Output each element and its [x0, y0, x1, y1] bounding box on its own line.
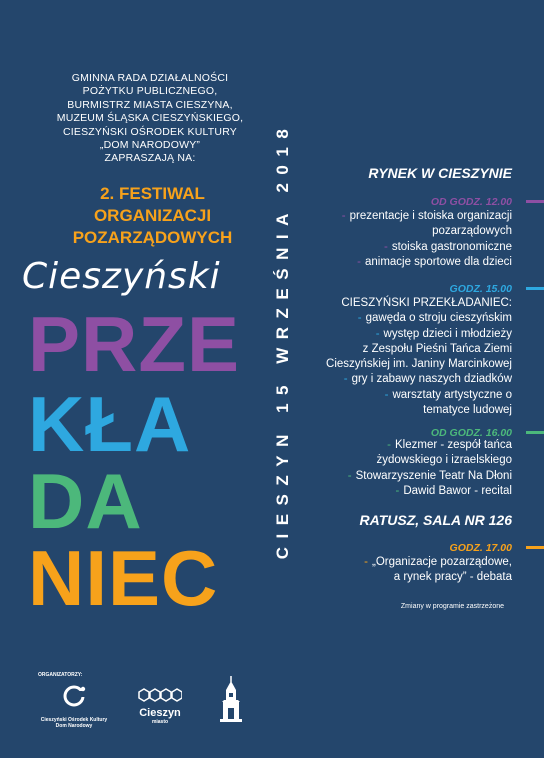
- program-block-3: - Klezmer - zespół tańca żydowskiego i izraelskiego - Stowarzyszenie Teatr Na Dłoni - Dawid Bawor - recital: [347, 439, 512, 497]
- festival-line: 2. FESTIWAL: [100, 184, 205, 203]
- big-title-line-3: DA: [28, 457, 143, 545]
- intro-line: POŻYTKU PUBLICZNEGO,: [82, 85, 218, 98]
- venue-ratusz: RATUSZ, SALA NR 126: [359, 512, 512, 528]
- logo-cok: [38, 682, 110, 729]
- program-item: animacje sportowe dla dzieci: [364, 255, 512, 268]
- time-12: OD GODZ. 12.00: [430, 196, 512, 208]
- program-item: prezentacje i stoiska organizacji: [349, 210, 512, 222]
- program-item: Cieszyńskiej im. Janiny Marcinkowej: [326, 358, 512, 371]
- program-item: Dawid Bawor: [403, 484, 472, 497]
- date-vertical: [268, 72, 298, 607]
- intro-line: „DOM NARODOWY”: [99, 139, 201, 152]
- intro-line: GMINNA RADA DZIAŁALNOŚCI: [71, 72, 229, 84]
- program-block-4: - „Organizacje pozarządowe, a rynek pracy” - debata: [364, 556, 512, 584]
- big-title-line-2: KŁA: [28, 380, 192, 468]
- script-title: Cieszyński: [22, 256, 221, 297]
- program-item: tematyce ludowej: [423, 404, 512, 417]
- program-item: CIESZYŃSKI PRZEKŁADANIEC:: [341, 297, 512, 309]
- program-note: Zmiany w programie zastrzeżone: [400, 603, 504, 610]
- program-item: - recital: [471, 484, 512, 497]
- logo-caption: miasto: [151, 719, 169, 725]
- program-item: „Organizacje pozarządowe,: [372, 556, 512, 568]
- program-item: gawęda o stroju cieszyńskim: [365, 312, 512, 325]
- program-block-2: CIESZYŃSKI PRZEKŁADANIEC: - gawęda o stroju cieszyńskim - występ dzieci i młodzieży z Zespołu Pieśni Tańca Ziemi Cieszyńskiej im. Janiny Marcinkowej - gry i zabawy naszych dziadków - warsztaty artystyczne o tematyce ludowej: [326, 297, 512, 417]
- program-item: żydowskiego i izraelskiego: [376, 454, 512, 467]
- time-marker: [526, 546, 544, 549]
- time-15: GODZ. 15.00: [449, 283, 512, 295]
- town-hall-tower-icon: [218, 676, 244, 727]
- program-item: z Zespołu Pieśni Tańca Ziemi: [362, 342, 512, 355]
- intro-line: ZAPRASZAJĄ NA:: [104, 152, 196, 165]
- festival-name: [0, 183, 305, 249]
- program-item: gry i zabawy naszych dziadków: [351, 373, 512, 386]
- program-item: a rynek pracy” - debata: [393, 571, 512, 584]
- time-17: GODZ. 17.00: [449, 542, 512, 554]
- time-marker: [526, 287, 544, 290]
- logo-cieszyn: [135, 688, 185, 725]
- intro-line: CIESZYŃSKI OŚRODEK KULTURY: [62, 125, 237, 138]
- big-title-line-4: NIEC: [28, 534, 219, 622]
- cok-logo-icon: [38, 682, 110, 712]
- logo-caption: Cieszyński Ośrodek Kultury: [40, 717, 108, 723]
- program-block-1: - prezentacje i stoiska organizacji pozarządowych - stoiska gastronomiczne - animacje sportowe dla dzieci: [341, 210, 512, 268]
- intro-line: BURMISTRZ MIASTA CIESZYNA,: [67, 98, 233, 111]
- big-title-line-1: PRZE: [28, 300, 241, 388]
- intro-line: MUZEUM ŚLĄSKA CIESZYŃSKIEGO,: [56, 112, 244, 125]
- organizers-intro: [0, 72, 300, 166]
- logo-cieszyn-name: Cieszyn: [139, 707, 181, 719]
- program-item: pozarządowych: [432, 225, 512, 238]
- cieszyn-logo-icon: [138, 688, 182, 702]
- program-item: Klezmer: [395, 439, 438, 451]
- date-vertical-text: CIESZYN 15 WRZEŚNIA 2018: [273, 120, 292, 559]
- logo-caption: Dom Narodowy: [55, 723, 93, 729]
- time-marker: [526, 431, 544, 434]
- program-item: Stowarzyszenie Teatr Na Dłoni: [355, 469, 512, 482]
- time-16: OD GODZ. 16.00: [430, 427, 512, 439]
- program-item: występ dzieci i młodzieży: [383, 327, 512, 340]
- program-item: - zespół tańca: [437, 439, 512, 451]
- program-item: warsztaty artystyczne o: [392, 388, 512, 401]
- program-item: stoiska gastronomiczne: [391, 240, 512, 253]
- time-marker: [526, 200, 544, 203]
- festival-line: POZARZĄDOWYCH: [72, 228, 233, 247]
- venue-rynek: RYNEK W CIESZYNIE: [368, 165, 512, 181]
- organizers-label: ORGANIZATORZY:: [38, 672, 83, 678]
- festival-line: ORGANIZACJI: [93, 206, 212, 225]
